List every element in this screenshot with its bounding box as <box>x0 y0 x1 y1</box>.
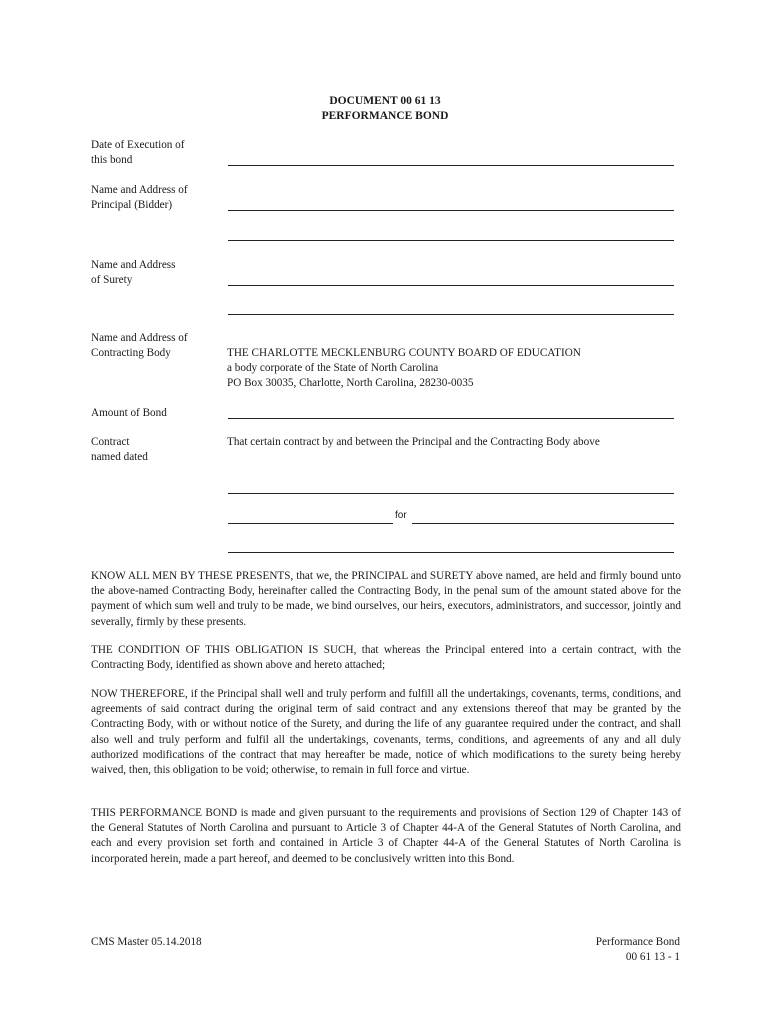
principal-label-line2: Principal (Bidder) <box>91 199 173 211</box>
contract-label-line1: Contract <box>91 436 130 448</box>
amount-field-line[interactable] <box>228 418 674 419</box>
contracting-body-details <box>227 346 581 391</box>
footer-right <box>596 935 680 965</box>
contract-label-line2: named dated <box>91 451 148 463</box>
paragraph-condition: THE CONDITION OF THIS OBLIGATION IS SUCH, that whereas the Principal entered into a certain contract, with the Contracting Body, identified as shown above and hereto attached; <box>91 644 681 672</box>
footer-page-number: 00 61 13 - 1 <box>625 951 680 963</box>
principal-field-line-1[interactable] <box>228 210 674 211</box>
for-label: for <box>395 510 407 521</box>
contract-description: That certain contract by and between the Principal and the Contracting Body above <box>227 436 600 448</box>
principal-label-line1: Name and Address of <box>91 184 188 196</box>
contract-date-field-line[interactable] <box>228 523 393 524</box>
paragraph-now-therefore: NOW THEREFORE, if the Principal shall well and truly perform and fulfill all the undertakings, covenants, terms, conditions, and agreements of said contract during the original term of said contract and any extensions thereof that may be granted by the Contracting Body, with or without notice of the Surety, and during the life of any guarantee required under the contract, and shall also well and truly perform and fulfil all the undertakings, covenants, terms, conditions, and agreements of any and all duly authorized modifications of the contract that may hereafter be made, notice of which modifications to the surety being hereby waived, then, this obligation to be void; otherwise, to remain in full force and virtue. <box>91 688 681 777</box>
principal-label <box>91 183 188 213</box>
contracting-body-label <box>91 331 188 361</box>
principal-field-line-2[interactable] <box>228 240 674 241</box>
document-title <box>0 94 770 124</box>
contracting-body-address: PO Box 30035, Charlotte, North Carolina, 28230-0035 <box>227 377 474 389</box>
contracting-label-line2: Contracting Body <box>91 347 171 359</box>
contracting-label-line1: Name and Address of <box>91 332 188 344</box>
contract-label <box>91 435 148 465</box>
surety-field-line-1[interactable] <box>228 285 674 286</box>
paragraph-know-all-men: KNOW ALL MEN BY THESE PRESENTS, that we, the PRINCIPAL and SURETY above named, are held and firmly bound unto the above-named Contracting Body, hereinafter called the Contracting Body, in the penal sum of the amount stated above for the payment of which sum well and truly to be made, we bind ourselves, our heirs, executors, administrators, and successor, jointly and severally, firmly by these presents. <box>91 570 681 628</box>
surety-label <box>91 258 176 288</box>
footer-doc-name: Performance Bond <box>595 936 680 948</box>
surety-label-line2: of Surety <box>91 274 133 286</box>
amount-label: Amount of Bond <box>91 407 167 419</box>
document-name: PERFORMANCE BOND <box>321 110 449 122</box>
date-label-line2: this bond <box>91 154 133 166</box>
document-number: DOCUMENT 00 61 13 <box>329 95 441 107</box>
date-label <box>91 138 185 168</box>
contracting-body-description: a body corporate of the State of North Carolina <box>227 362 439 374</box>
surety-label-line1: Name and Address <box>91 259 176 271</box>
paragraph-performance-bond: THIS PERFORMANCE BOND is made and given pursuant to the requirements and provisions of Section 129 of Chapter 143 of the General Statutes of North Carolina and pursuant to Article 3 of Chapter 44-A of the General Statutes of North Carolina, and each and every provision set forth and contained in Article 3 of Chapter 44-A of the General Statutes of North Carolina is incorporated herein, made a part hereof, and deemed to be conclusively written into this Bond. <box>91 807 681 865</box>
date-label-line1: Date of Execution of <box>91 139 185 151</box>
contract-field-line-3[interactable] <box>228 552 674 553</box>
date-field-line[interactable] <box>228 165 674 166</box>
contracting-body-name: THE CHARLOTTE MECKLENBURG COUNTY BOARD OF EDUCATION <box>227 347 581 359</box>
surety-field-line-2[interactable] <box>228 314 674 315</box>
footer-left: CMS Master 05.14.2018 <box>91 936 202 948</box>
contract-for-field-line[interactable] <box>412 523 674 524</box>
contract-field-line-1[interactable] <box>228 493 674 494</box>
